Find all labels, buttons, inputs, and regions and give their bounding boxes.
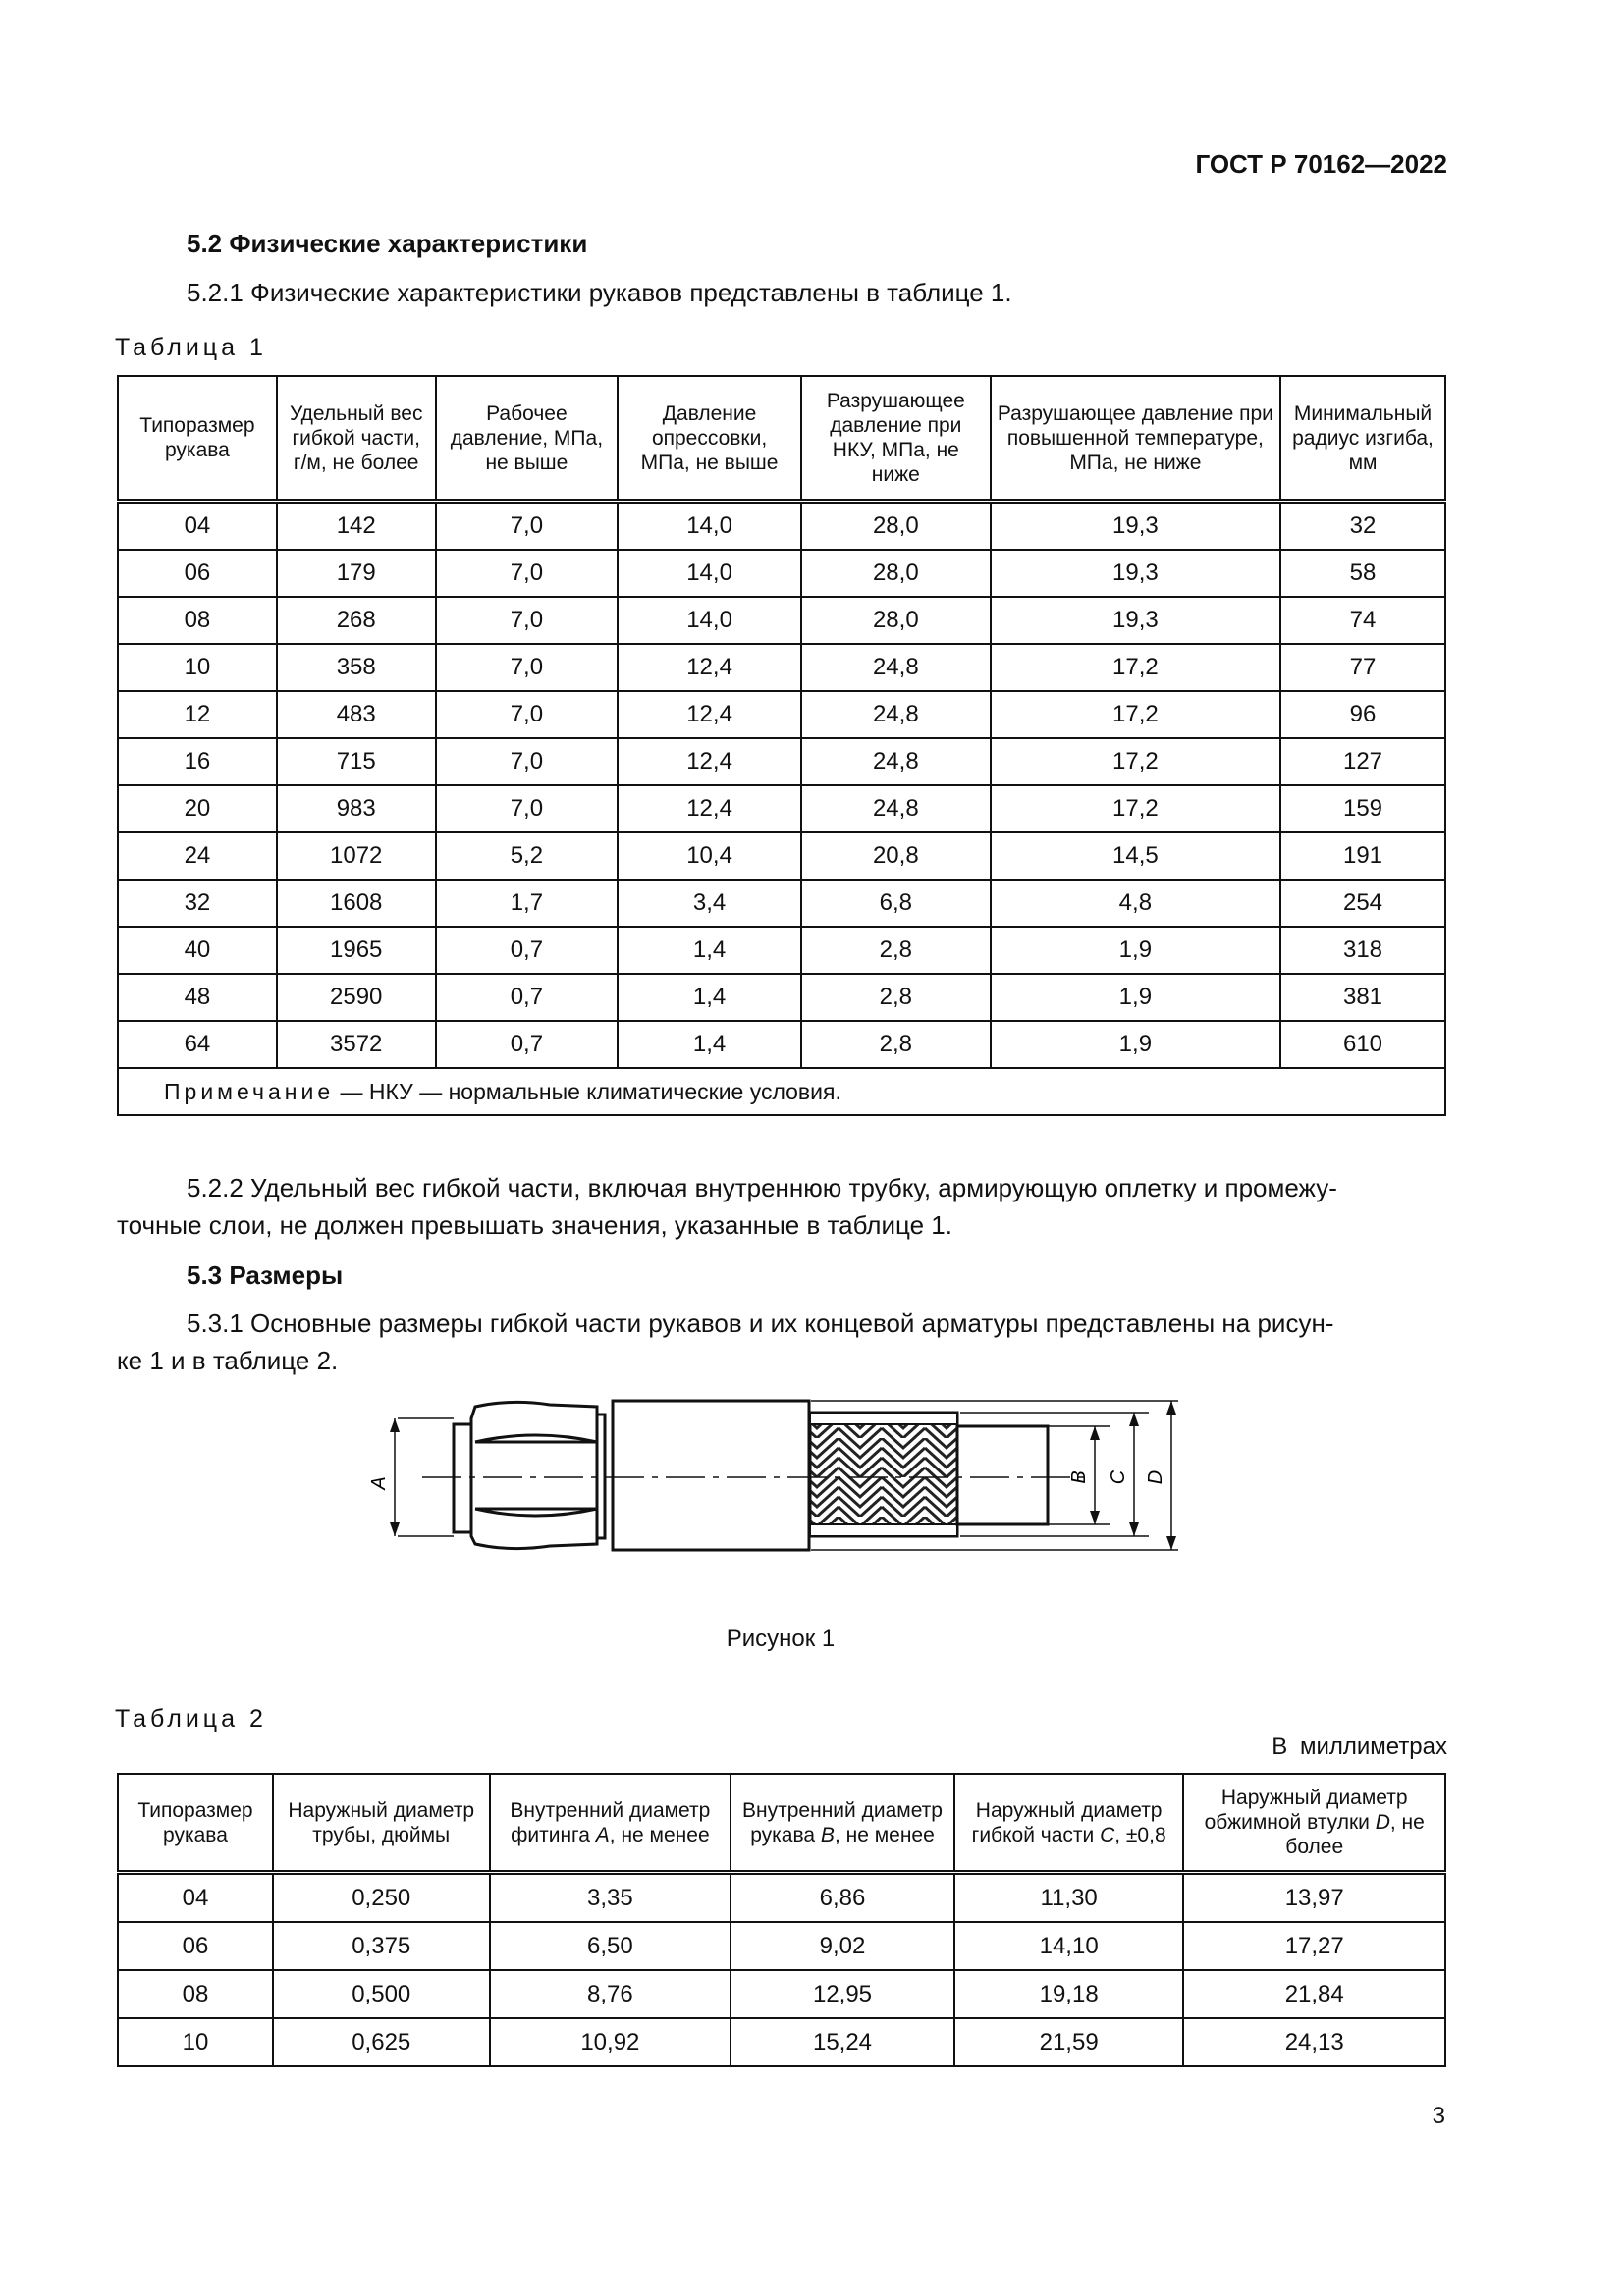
table1-cell: 6,8 [801, 880, 991, 927]
dim-label-d: D [1145, 1469, 1166, 1485]
table1-cell: 10,4 [618, 832, 801, 880]
table2-cell: 24,13 [1183, 2018, 1445, 2066]
table1-cell: 1,9 [991, 974, 1280, 1021]
table1-cell: 268 [277, 597, 436, 644]
table1-cell: 179 [277, 550, 436, 597]
table1-cell: 0,7 [436, 927, 619, 974]
table1-col-header: Типоразмер рукава [118, 376, 277, 502]
table1-cell: 0,7 [436, 1021, 619, 1068]
table1-cell: 19,3 [991, 502, 1280, 551]
table2-cell: 04 [118, 1873, 273, 1923]
header-text: , не менее [609, 1823, 710, 1846]
table2-cell: 0,250 [273, 1873, 490, 1923]
table1-row [118, 738, 1445, 785]
dim-label-b: B [1068, 1470, 1090, 1484]
table1-cell: 2,8 [801, 1021, 991, 1068]
table1-cell: 14,0 [618, 502, 801, 551]
table1-cell: 12,4 [618, 644, 801, 691]
table1-col-header: Разрушающее давление при НКУ, МПа, не ниже [801, 376, 991, 502]
table2-cell: 9,02 [731, 1922, 954, 1970]
table1-row [118, 927, 1445, 974]
table1-cell: 24,8 [801, 691, 991, 738]
table1-cell: 64 [118, 1021, 277, 1068]
table1-cell: 16 [118, 738, 277, 785]
table1-col-header: Разрушающее давление при повышенной температуре, МПа, не ниже [991, 376, 1280, 502]
table1-cell: 1072 [277, 832, 436, 880]
table1-cell: 40 [118, 927, 277, 974]
table1-cell: 04 [118, 502, 277, 551]
crimp-sleeve [613, 1401, 809, 1550]
table2-col-header [490, 1774, 731, 1873]
note-label: Примечание [164, 1078, 335, 1104]
table1-cell: 14,5 [991, 832, 1280, 880]
table1-cell: 1,4 [618, 974, 801, 1021]
table1-cell: 254 [1280, 880, 1445, 927]
table1-cell: 1,4 [618, 927, 801, 974]
header-text: Наружный диаметр гибкой части [971, 1798, 1163, 1846]
figure-1-caption: Рисунок 1 [726, 1626, 836, 1652]
table1-note-row [118, 1068, 1445, 1115]
table1-row [118, 691, 1445, 738]
table2-cell: 6,50 [490, 1922, 731, 1970]
note-text: — НКУ — нормальные климатические условия. [334, 1078, 841, 1104]
table1-cell: 28,0 [801, 597, 991, 644]
table1-cell: 28,0 [801, 550, 991, 597]
table1-cell: 96 [1280, 691, 1445, 738]
dimension-variable: C [1100, 1823, 1115, 1846]
table1-cell: 24,8 [801, 738, 991, 785]
table1-cell: 24,8 [801, 785, 991, 832]
table1-cell: 1,9 [991, 927, 1280, 974]
table1-cell: 58 [1280, 550, 1445, 597]
dim-label-c: C [1108, 1469, 1129, 1485]
table1-cell: 191 [1280, 832, 1445, 880]
table1-cell: 2,8 [801, 927, 991, 974]
table2-cell: 11,30 [954, 1873, 1184, 1923]
table1-cell: 12,4 [618, 785, 801, 832]
table1-col-header: Рабочее давление, МПа, не выше [436, 376, 619, 502]
table2-cell: 08 [118, 1970, 273, 2018]
table1-row [118, 644, 1445, 691]
table1-cell: 17,2 [991, 785, 1280, 832]
inner-tube [957, 1426, 1048, 1524]
paragraph-5-2-2-line1: 5.2.2 Удельный вес гибкой части, включая внутреннюю трубку, армирующую оплетку и промежу- [187, 1173, 1337, 1202]
table1-row [118, 1021, 1445, 1068]
paragraph-5-2-2-line2: точные слои, не должен превышать значения, указанные в таблице 1. [117, 1210, 952, 1240]
table1-cell: 28,0 [801, 502, 991, 551]
table1-cell: 159 [1280, 785, 1445, 832]
table1-cell: 2590 [277, 974, 436, 1021]
table2-row [118, 1873, 1445, 1923]
table1-cell: 14,0 [618, 550, 801, 597]
table1-cell: 358 [277, 644, 436, 691]
table1-cell: 32 [1280, 502, 1445, 551]
table2-col-header [1183, 1774, 1445, 1873]
table1-cell: 12,4 [618, 738, 801, 785]
section-heading-5-3: 5.3 Размеры [187, 1260, 344, 1290]
table2-units: В миллиметрах [1272, 1734, 1447, 1760]
table1-cell: 12,4 [618, 691, 801, 738]
table-1 [117, 375, 1446, 1116]
table2-cell: 21,84 [1183, 1970, 1445, 2018]
header-text: Внутренний диаметр фитинга [510, 1798, 711, 1846]
table2-row [118, 1922, 1445, 1970]
table2-cell: 0,375 [273, 1922, 490, 1970]
table1-cell: 10 [118, 644, 277, 691]
table1-cell: 4,8 [991, 880, 1280, 927]
table1-label: Таблица 1 [115, 334, 267, 361]
table1-cell: 7,0 [436, 785, 619, 832]
table2-cell: 19,18 [954, 1970, 1184, 2018]
table1-cell: 2,8 [801, 974, 991, 1021]
header-text: , ±0,8 [1114, 1823, 1166, 1846]
dimension-variable: D [1375, 1811, 1390, 1834]
table1-cell: 983 [277, 785, 436, 832]
table1-cell: 19,3 [991, 550, 1280, 597]
table2-cell: 3,35 [490, 1873, 731, 1923]
table1-cell: 12 [118, 691, 277, 738]
table1-cell: 14,0 [618, 597, 801, 644]
table1-cell: 17,2 [991, 644, 1280, 691]
table2-cell: 14,10 [954, 1922, 1184, 1970]
dim-label-a: A [368, 1476, 390, 1490]
table2-cell: 21,59 [954, 2018, 1184, 2066]
document-header: ГОСТ Р 70162—2022 [1195, 149, 1447, 179]
table2-cell: 12,95 [731, 1970, 954, 2018]
table1-header-row [118, 376, 1445, 502]
header-text: Наружный диаметр обжимной втулки [1204, 1787, 1408, 1834]
table2-cell: 0,625 [273, 2018, 490, 2066]
figure-1-hose-drawing [363, 1399, 1208, 1615]
paragraph-5-3-1-line2: ке 1 и в таблице 2. [117, 1346, 339, 1375]
table1-row [118, 880, 1445, 927]
table2-header-row [118, 1774, 1445, 1873]
table1-cell: 3,4 [618, 880, 801, 927]
table2-col-header: Типоразмер рукава [118, 1774, 273, 1873]
table1-cell: 32 [118, 880, 277, 927]
section-heading-5-2: 5.2 Физические характеристики [187, 229, 588, 258]
table-2 [117, 1773, 1446, 2067]
table1-cell: 0,7 [436, 974, 619, 1021]
header-text: Внутренний диаметр рукава [742, 1798, 943, 1846]
table2-cell: 15,24 [731, 2018, 954, 2066]
table2-cell: 10,92 [490, 2018, 731, 2066]
table1-cell: 48 [118, 974, 277, 1021]
table1-row [118, 502, 1445, 551]
table1-cell: 7,0 [436, 691, 619, 738]
table1-cell: 1965 [277, 927, 436, 974]
table1-cell: 20,8 [801, 832, 991, 880]
table1-cell: 715 [277, 738, 436, 785]
table2-col-header: Наружный диаметр трубы, дюймы [273, 1774, 490, 1873]
table1-row [118, 597, 1445, 644]
table1-col-header: Давление опрессовки, МПа, не выше [618, 376, 801, 502]
header-text: , не менее [834, 1823, 935, 1846]
table2-col-header [731, 1774, 954, 1873]
table1-cell: 17,2 [991, 691, 1280, 738]
paragraph-5-3-1-line1: 5.3.1 Основные размеры гибкой части рукавов и их концевой арматуры представлены на рисун- [187, 1308, 1334, 1338]
table1-cell: 142 [277, 502, 436, 551]
table1-cell: 17,2 [991, 738, 1280, 785]
table2-col-header [954, 1774, 1184, 1873]
table1-cell: 1,7 [436, 880, 619, 927]
table1-cell: 381 [1280, 974, 1445, 1021]
table2-cell: 06 [118, 1922, 273, 1970]
table1-cell: 20 [118, 785, 277, 832]
table1-cell: 24,8 [801, 644, 991, 691]
table1-cell: 1608 [277, 880, 436, 927]
table2-cell: 8,76 [490, 1970, 731, 2018]
table1-cell: 19,3 [991, 597, 1280, 644]
hex-nut [454, 1402, 605, 1548]
table1-row [118, 832, 1445, 880]
table2-row [118, 1970, 1445, 2018]
table1-cell: 06 [118, 550, 277, 597]
page-number: 3 [1432, 2103, 1445, 2129]
dimension-variable: B [820, 1823, 835, 1846]
table1-cell: 318 [1280, 927, 1445, 974]
table1-cell: 7,0 [436, 502, 619, 551]
table1-cell: 77 [1280, 644, 1445, 691]
header-text: , не более [1285, 1811, 1425, 1858]
table2-label: Таблица 2 [115, 1705, 267, 1733]
table1-row [118, 974, 1445, 1021]
table1-cell: 1,9 [991, 1021, 1280, 1068]
table1-cell: 7,0 [436, 738, 619, 785]
table1-cell: 610 [1280, 1021, 1445, 1068]
table2-row [118, 2018, 1445, 2066]
table2-cell: 17,27 [1183, 1922, 1445, 1970]
table1-cell: 74 [1280, 597, 1445, 644]
table1-cell: 08 [118, 597, 277, 644]
table1-cell: 483 [277, 691, 436, 738]
table1-cell: 24 [118, 832, 277, 880]
braided-hose [810, 1413, 957, 1536]
table2-cell: 13,97 [1183, 1873, 1445, 1923]
table1-cell: 7,0 [436, 644, 619, 691]
table2-cell: 0,500 [273, 1970, 490, 2018]
table1-col-header: Минимальный радиус изгиба, мм [1280, 376, 1445, 502]
table2-cell: 10 [118, 2018, 273, 2066]
table2-cell: 6,86 [731, 1873, 954, 1923]
table1-cell: 1,4 [618, 1021, 801, 1068]
table1-cell: 3572 [277, 1021, 436, 1068]
table1-cell: 7,0 [436, 597, 619, 644]
table1-cell: 127 [1280, 738, 1445, 785]
paragraph-5-2-1: 5.2.1 Физические характеристики рукавов представлены в таблице 1. [187, 278, 1012, 307]
dimension-variable: A [595, 1823, 610, 1846]
table1-row [118, 550, 1445, 597]
table1-cell: 7,0 [436, 550, 619, 597]
table1-note [118, 1068, 1445, 1115]
table1-row [118, 785, 1445, 832]
table1-col-header: Удельный вес гибкой части, г/м, не более [277, 376, 436, 502]
table1-cell: 5,2 [436, 832, 619, 880]
